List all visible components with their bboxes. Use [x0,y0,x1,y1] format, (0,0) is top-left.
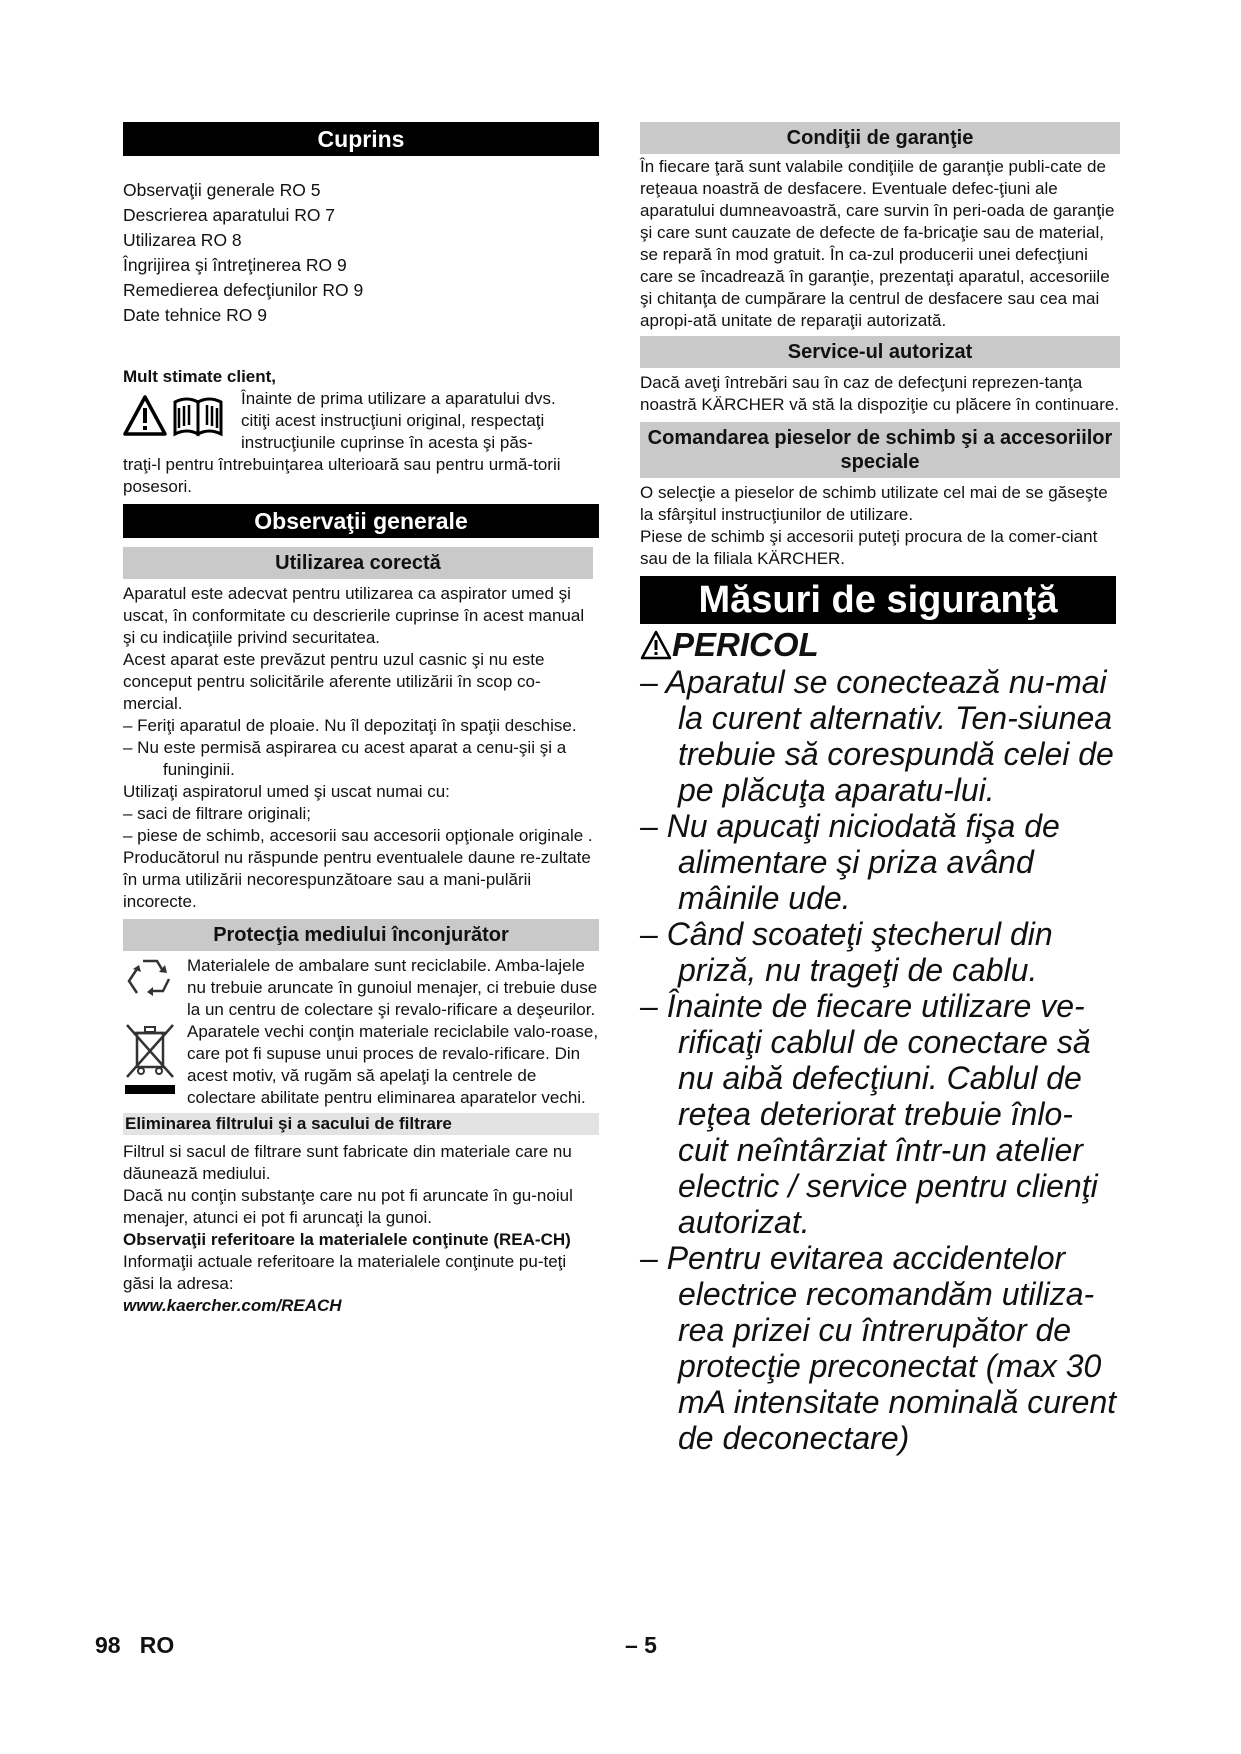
parts-title: Comandarea pieselor de schimb şi a accesoriilor speciale [640,422,1120,478]
intro-rest: traţi-l pentru întrebuinţarea ulterioară sau pentru urmă-torii posesori. [123,455,561,496]
bullet-item: – saci de filtrare originali; [123,804,312,823]
toc-item[interactable]: Descrierea aparatului RO 7 [123,205,336,225]
page-number-value: 98 [95,1632,121,1658]
danger-label: PERICOL [672,626,819,663]
paragraph: O selecţie a pieselor de schimb utilizate cel mai de se găseşte la sfârşitul instrucţiunilor de utilizare. [640,483,1108,524]
bullet-item: – piese de schimb, accesorii sau accesorii opţionale originale . [123,826,593,845]
weee-icon-box [123,1021,187,1107]
filter-disposal-title: Eliminarea filtrului şi a sacului de filtrare [123,1113,599,1135]
weee-row [123,1021,599,1109]
section-page-number: – 5 [625,1632,657,1658]
language-code: RO [139,1632,175,1658]
warranty-text: În fiecare ţară sunt valabile condiţiile de garanţie publi-cate de reţeaua noastră de desfacere. Eventuale defec-ţiuni ale aparatului dumneavoastră, care survin în peri-oada de garanţie şi care sunt cauzate de defecte de fa-bricaţie sau de material, se repară în mod gratuit. În ca-zul producerii unei defecţiuni care se încadrează în garanţie, prezentaţi aparatul, accesoriile şi chitanţa de cumpărare la centrul de desfacere sau cea mai apropi-ată unitate de reparaţii autorizată. [640,157,1115,330]
page-number [95,1632,174,1659]
danger-block [640,626,1120,1456]
service-text: Dacă aveţi întrebări sau în caz de defecţuni reprezen-tanţa noastră KÄRCHER vă stă la dispoziţie cu plăcere în continuare. [640,373,1120,414]
warning-triangle-icon [640,630,672,660]
warranty-title: Condiţii de garanţie [640,122,1120,154]
danger-heading [640,626,1120,664]
toc-item[interactable]: Date tehnice RO 9 [123,305,267,325]
parts-body [640,482,1120,570]
intended-use-body [123,583,599,913]
table-of-contents [123,178,599,328]
left-column [123,122,599,1317]
safety-item: – Când scoateţi ştecherul din priză, nu trageţi de cablu. [640,916,1053,988]
service-title: Service-ul autorizat [640,336,1120,368]
recycle-row [123,955,599,1021]
environment-title: Protecţia mediului înconjurător [123,919,599,951]
crossed-out-bin-icon [123,1021,177,1101]
warning-and-manual-icons [123,388,241,443]
right-column [640,122,1120,1456]
reach-title: Observaţii referitoare la materialele conţinute (REA-CH) [123,1230,571,1249]
paragraph: Piese de schimb şi accesorii puteţi procura de la comer-ciant sau de la filiala KÄRCHER. [640,527,1098,568]
paragraph: Utilizaţi aspiratorul umed şi uscat numai cu: [123,782,450,801]
reach-link[interactable]: www.kaercher.com/REACH [123,1296,342,1315]
toc-item[interactable]: Remedierea defecţiunilor RO 9 [123,280,364,300]
bullet-item: – Feriţi aparatul de ploaie. Nu îl depozitaţi în spaţii deschise. [123,716,577,735]
toc-item[interactable]: Îngrijirea şi întreţinerea RO 9 [123,255,347,275]
paragraph: Aparatul este adecvat pentru utilizarea ca aspirator umed şi uscat, în conformitate cu descrierile cuprinse în acest manual şi cu indicaţiile privind securitatea. [123,584,585,647]
paragraph: Informaţii actuale referitoare la materialele conţinute pu-teţi găsi la adresa: [123,1252,567,1293]
filter-disposal-body [123,1141,599,1317]
safety-item: – Nu apucaţi niciodată fişa de alimentare şi priza având mâinile ude. [640,808,1060,916]
paragraph: Producătorul nu răspunde pentru eventualele daune re-zultate în urma utilizării necorespunzătoare sau a mani-pulării incorecte. [123,848,591,911]
intro-line: instrucţiunile cuprinse în acesta şi păs- [241,433,533,452]
bullet-item: – Nu este permisă aspirarea cu acest aparat a cenu-şii şi a funinginii. [123,738,567,779]
safety-item: – Aparatul se conectează nu-mai la curent alternativ. Ten-siunea trebuie să corespundă celei de pe plăcuţa aparatu-lui. [640,664,1114,808]
general-title: Observaţii generale [123,504,599,538]
safety-item: – Înainte de fiecare utilizare ve-rificaţi cablul de conectare să nu aibă defecţiuni. Cablul de reţea deteriorat trebuie înlo-cuit neîntârziat într-un atelier electric / service pentru clienţi autorizat. [640,988,1098,1240]
toc-title: Cuprins [123,122,599,156]
recycle-icon [123,955,177,1003]
paragraph: Dacă nu conţin substanţe care nu pot fi aruncate în gu-noiul menajer, atunci ei pot fi aruncaţi la gunoi. [123,1186,573,1227]
toc-item[interactable]: Utilizarea RO 8 [123,230,242,250]
weee-text: Aparatele vechi conţin materiale reciclabile valo-roase, care pot fi supuse unui proces de revalo-rificare. Din acest motiv, vă rugăm să apelaţi la centrele de colectare abilitate pentru eliminarea aparatelor vechi. [187,1022,599,1107]
safety-item: – Pentru evitarea accidentelor electrice recomandăm utiliza-rea prizei cu întrerupător de protecţie preconectat (max 30 mA intensitate nominală curent de deconectare) [640,1240,1117,1456]
intro-lines [241,388,599,454]
intro-line: Înainte de prima utilizare a aparatului dvs. [241,389,556,408]
intended-use-title: Utilizarea corectă [123,547,593,579]
recycle-icon-box [123,955,187,1009]
paragraph: Acest aparat este prevăzut pentru uzul casnic şi nu este conceput pentru solicitările aferente utilizării în scop co-mercial. [123,650,545,713]
greeting: Mult stimate client, [123,367,277,386]
intro [123,366,599,498]
toc-item[interactable]: Observaţii generale RO 5 [123,180,321,200]
recycle-text: Materialele de ambalare sunt reciclabile. Amba-lajele nu trebuie aruncate în gunoiul menajer, ci trebuie duse la un centru de colectare şi revalo-rificare a deşeurilor. [187,956,598,1019]
safety-title: Măsuri de siguranţă [640,576,1116,624]
paragraph: Filtrul si sacul de filtrare sunt fabricate din materiale care nu dăunează mediului. [123,1142,572,1183]
warning-read-manual-icon [123,394,235,438]
intro-row [123,388,599,454]
intro-line: citiţi acest instrucţiuni original, respectaţi [241,411,545,430]
